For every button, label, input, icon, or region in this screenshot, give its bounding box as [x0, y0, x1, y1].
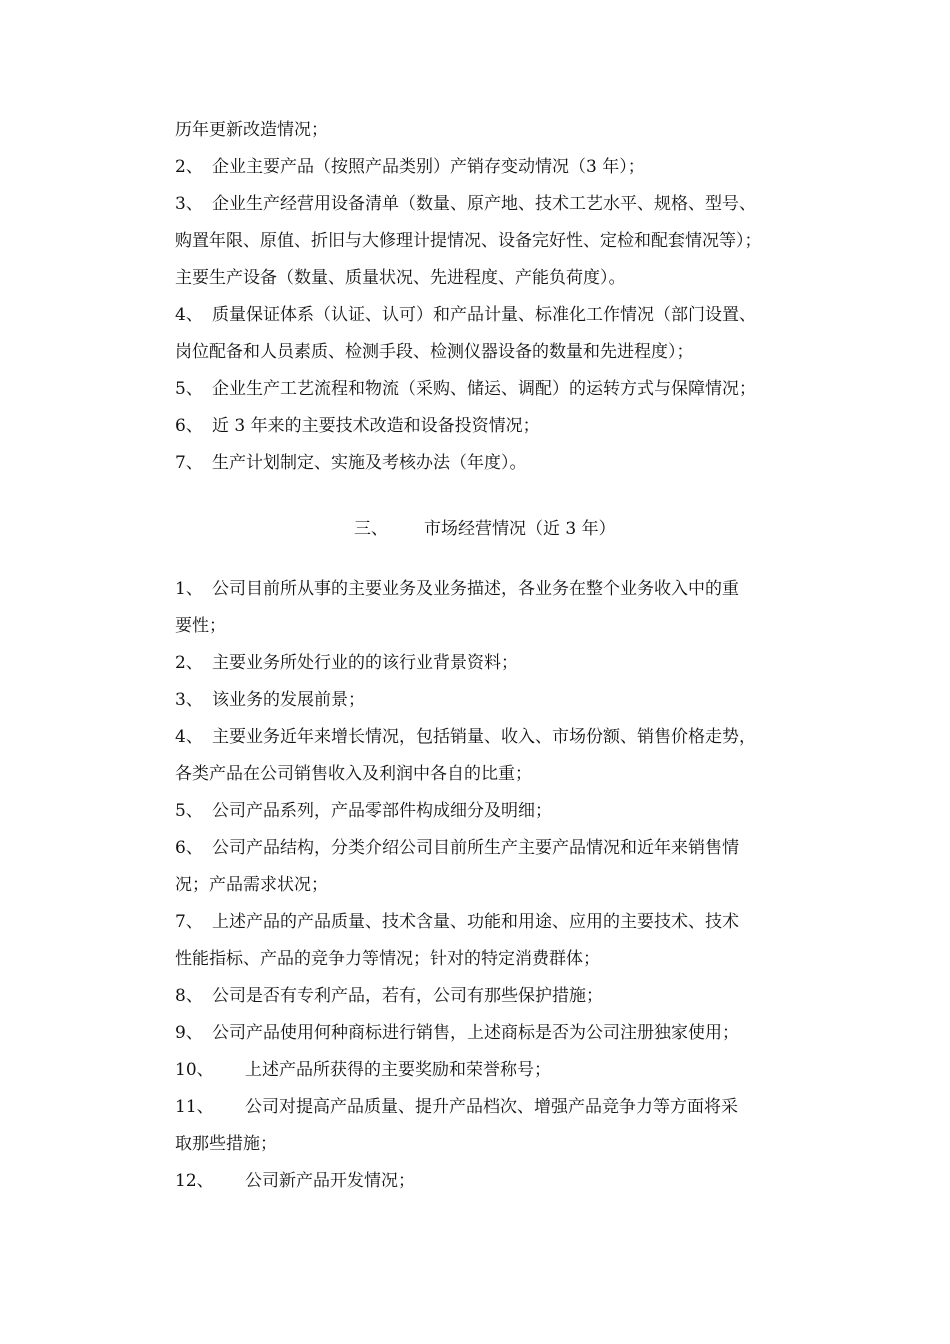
- list-item-number: 1、: [175, 579, 203, 599]
- list-item-text: 公司产品使用何种商标进行销售，上述商标是否为公司注册独家使用；: [212, 1023, 739, 1043]
- list-item-text: 公司新产品开发情况；: [245, 1171, 415, 1191]
- list-item-text: 企业生产经营用设备清单（数量、原产地、技术工艺水平、规格、型号、: [212, 194, 756, 214]
- list-item-text: 企业主要产品（按照产品类别）产销存变动情况（3 年）；: [212, 157, 645, 177]
- list-item-number: 7、: [175, 912, 203, 932]
- list-item-number: 9、: [175, 1023, 203, 1043]
- list-item-text: 生产计划制定、实施及考核办法（年度）。: [212, 453, 527, 473]
- list-item-number: 2、: [175, 157, 203, 177]
- list-item-text: 公司产品结构，分类介绍公司目前所生产主要产品情况和近年来销售情: [212, 838, 739, 858]
- section-heading-number: 三、: [354, 519, 388, 539]
- section-heading: [0, 518, 950, 540]
- list-item-number: 6、: [175, 838, 203, 858]
- list-item-number: 12、: [175, 1171, 214, 1191]
- list-item-text: 企业生产工艺流程和物流（采购、储运、调配）的运转方式与保障情况；: [212, 379, 756, 399]
- list-item-text: 上述产品的产品质量、技术含量、功能和用途、应用的主要技术、技术: [212, 912, 739, 932]
- list-item-number: 3、: [175, 690, 203, 710]
- list-item-number: 6、: [175, 416, 203, 436]
- list-item-number: 2、: [175, 653, 203, 673]
- list-item-number: 10、: [175, 1060, 214, 1080]
- list-item-number: 5、: [175, 801, 203, 821]
- list-item-text: 质量保证体系（认证、认可）和产品计量、标准化工作情况（部门设置、: [212, 305, 756, 325]
- list-item-text: 近 3 年来的主要技术改造和设备投资情况；: [212, 416, 540, 436]
- list-item-text: 主要生产设备（数量、质量状况、先进程度、产能负荷度）。: [175, 268, 626, 288]
- list-item-text: 公司是否有专利产品，若有，公司有那些保护措施；: [212, 986, 603, 1006]
- list-item-text: 上述产品所获得的主要奖励和荣誉称号；: [245, 1060, 551, 1080]
- list-item-number: 4、: [175, 305, 203, 325]
- list-item-number: 5、: [175, 379, 203, 399]
- list-item-text: 该业务的发展前景；: [212, 690, 365, 710]
- list-item-number: 11、: [175, 1097, 214, 1117]
- list-item-text: 购置年限、原值、折旧与大修理计提情况、设备完好性、定检和配套情况等）；: [175, 231, 762, 251]
- list-item-text: 主要业务所处行业的的该行业背景资料；: [212, 653, 518, 673]
- list-item-text: 主要业务近年来增长情况，包括销量、收入、市场份额、销售价格走势，: [212, 727, 756, 747]
- list-item-text: 取那些措施；: [175, 1134, 277, 1154]
- list-item-text: 岗位配备和人员素质、检测手段、检测仪器设备的数量和先进程度）；: [175, 342, 694, 362]
- section-heading-title: 市场经营情况（近 3 年）: [424, 519, 616, 539]
- list-item-number: 4、: [175, 727, 203, 747]
- list-item-number: 3、: [175, 194, 203, 214]
- list-item-text: 公司产品系列，产品零部件构成细分及明细；: [212, 801, 552, 821]
- paragraph-text: 历年更新改造情况；: [175, 120, 328, 140]
- list-item-text: 各类产品在公司销售收入及利润中各自的比重；: [175, 764, 532, 784]
- list-item-number: 7、: [175, 453, 203, 473]
- list-item-text: 况；产品需求状况；: [175, 875, 328, 895]
- list-item-text: 公司目前所从事的主要业务及业务描述，各业务在整个业务收入中的重: [212, 579, 739, 599]
- list-item-text: 要性；: [175, 616, 226, 636]
- list-item-number: 8、: [175, 986, 203, 1006]
- list-item-text: 公司对提高产品质量、提升产品档次、增强产品竞争力等方面将采: [245, 1097, 738, 1117]
- list-item-text: 性能指标、产品的竞争力等情况；针对的特定消费群体；: [175, 949, 600, 969]
